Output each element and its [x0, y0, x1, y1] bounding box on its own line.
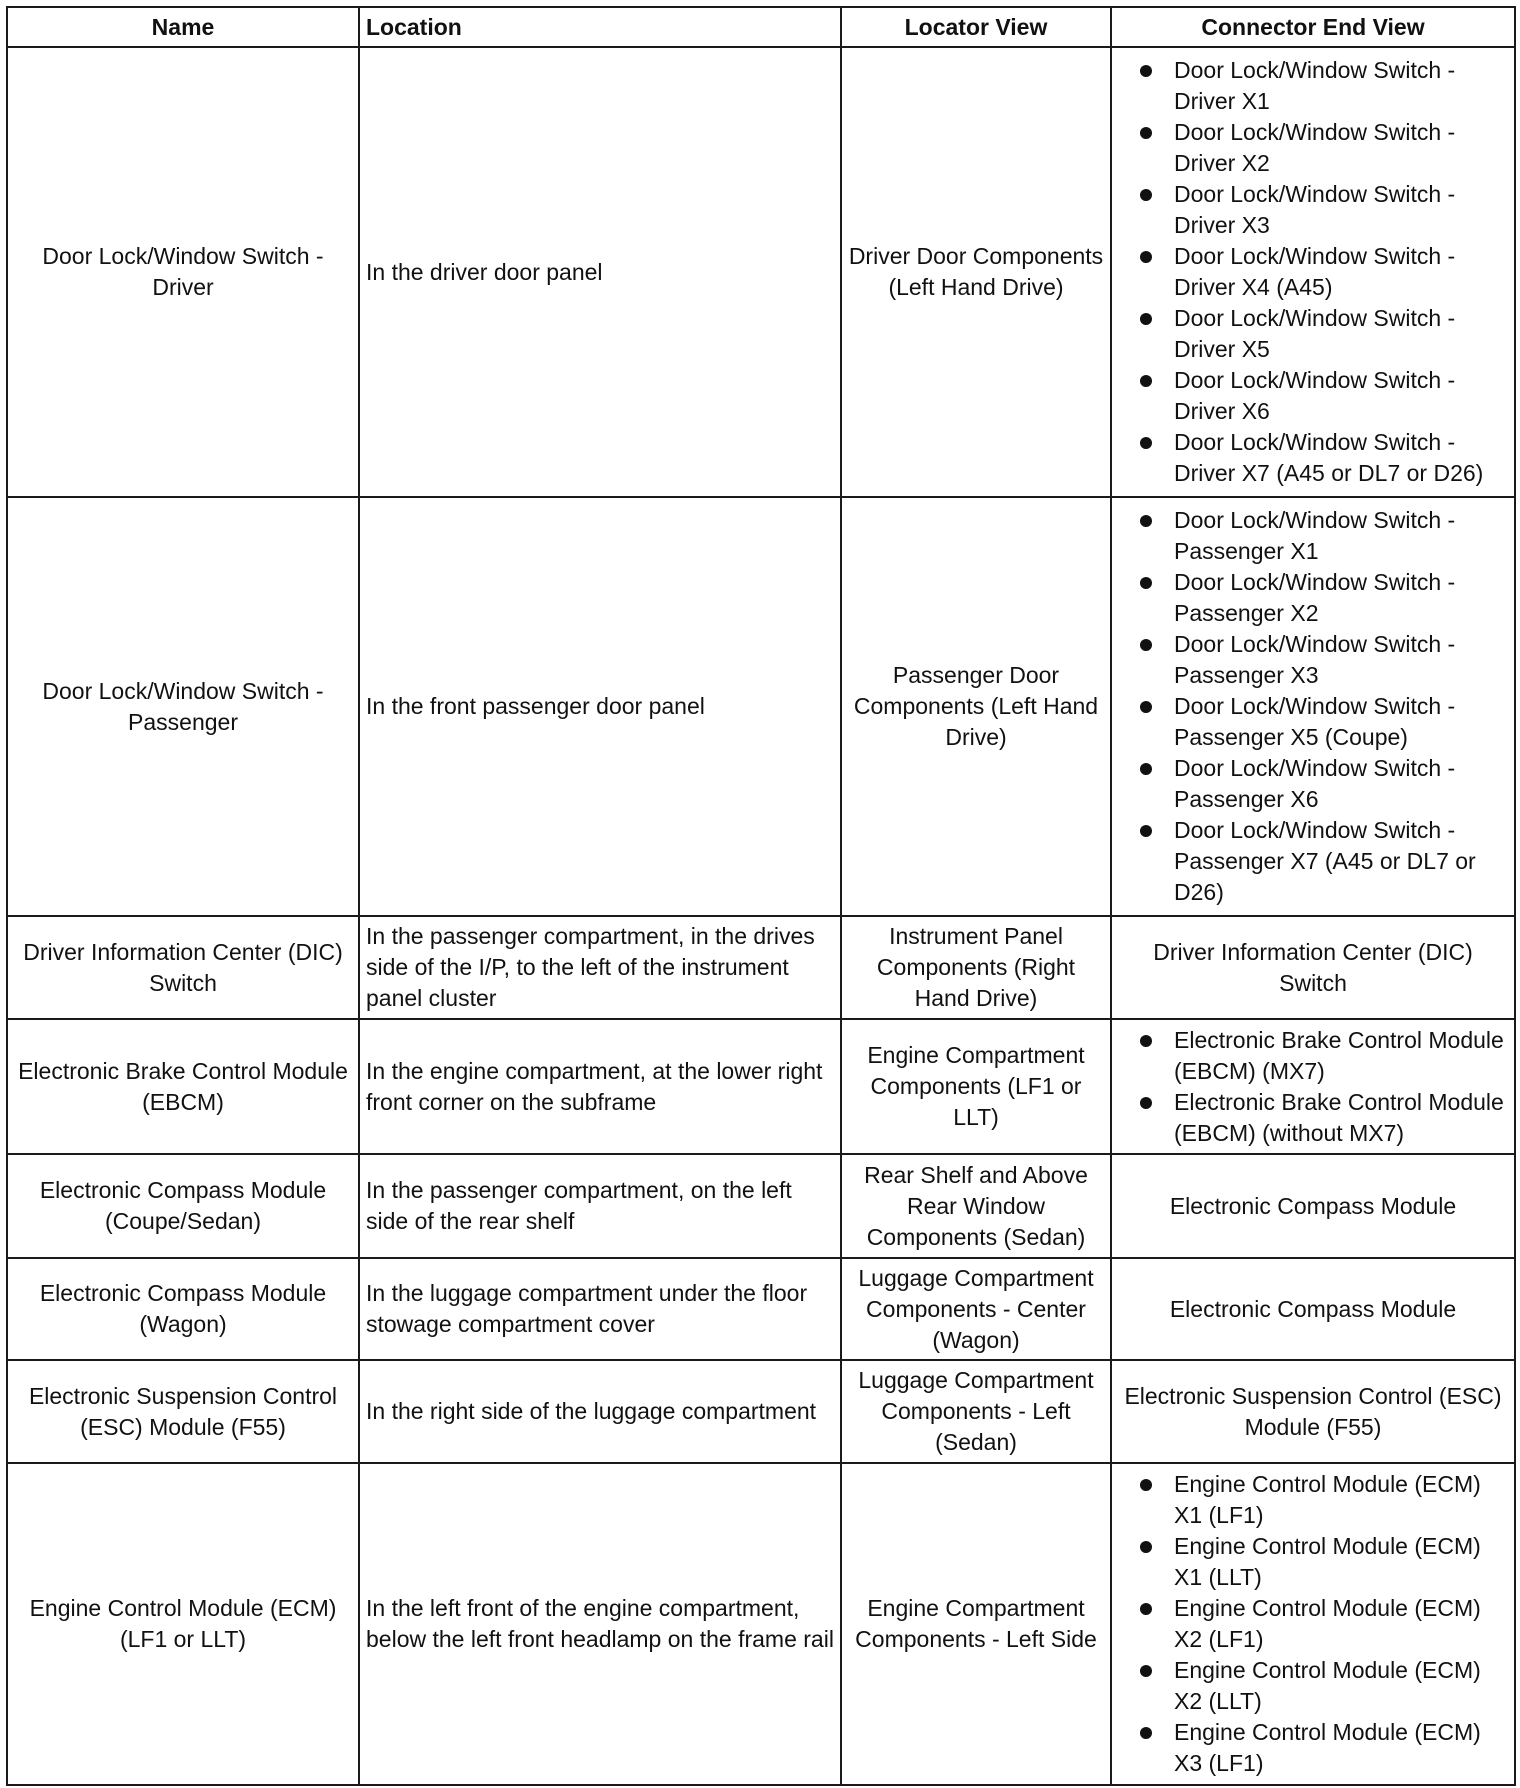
- connector-list-item: [1118, 691, 1508, 753]
- connector-list-item: [1118, 753, 1508, 815]
- cell-location: In the left front of the engine compartment, below the left front headlamp on the frame rail: [359, 1463, 841, 1785]
- bullet-icon: [1140, 251, 1152, 263]
- table-row: [7, 1360, 1515, 1463]
- connector-list-item: [1118, 629, 1508, 691]
- header-connector-end-view: Connector End View: [1111, 7, 1515, 47]
- connector-label: Door Lock/Window Switch - Passenger X5 (Coupe): [1174, 693, 1456, 750]
- cell-location: In the luggage compartment under the floor stowage compartment cover: [359, 1258, 841, 1360]
- connector-label: Electronic Brake Control Module (EBCM) (without MX7): [1174, 1088, 1504, 1146]
- table-row: [7, 1258, 1515, 1360]
- cell-connector-end-view: [1111, 1463, 1515, 1785]
- header-row: [7, 7, 1515, 47]
- cell-connector-end-view: [1111, 1019, 1515, 1154]
- table-row: [7, 916, 1515, 1019]
- cell-locator-view: Engine Compartment Components (LF1 or LLT): [841, 1019, 1111, 1154]
- connector-list: [1118, 55, 1508, 489]
- connector-label: Engine Control Module (ECM) X2 (LF1): [1174, 1595, 1481, 1652]
- connector-list-item: [1118, 365, 1508, 427]
- table-body: [7, 47, 1515, 1785]
- cell-locator-view: Engine Compartment Components - Left Side: [841, 1463, 1111, 1785]
- cell-locator-view: Passenger Door Components (Left Hand Drive): [841, 497, 1111, 916]
- connector-label: Door Lock/Window Switch - Driver X2: [1174, 119, 1456, 176]
- cell-connector-end-view: Electronic Suspension Control (ESC) Module (F55): [1111, 1360, 1515, 1463]
- cell-location: In the right side of the luggage compartment: [359, 1360, 841, 1463]
- connector-list-item: [1118, 567, 1508, 629]
- connector-label: Door Lock/Window Switch - Driver X6: [1174, 367, 1456, 424]
- table-row: [7, 497, 1515, 916]
- bullet-icon: [1140, 577, 1152, 589]
- cell-connector-end-view: [1111, 47, 1515, 497]
- cell-locator-view: Rear Shelf and Above Rear Window Components (Sedan): [841, 1154, 1111, 1258]
- cell-name: Electronic Suspension Control (ESC) Module (F55): [7, 1360, 359, 1463]
- connector-list-item: [1118, 55, 1508, 117]
- header-name: Name: [7, 7, 359, 47]
- connector-list-item: [1118, 1655, 1508, 1717]
- connector-list: [1118, 1469, 1508, 1779]
- bullet-icon: [1140, 437, 1152, 449]
- connector-label: Door Lock/Window Switch - Passenger X2: [1174, 569, 1456, 626]
- connector-list-item: [1118, 1025, 1508, 1087]
- bullet-icon: [1140, 1541, 1152, 1553]
- cell-connector-end-view: [1111, 497, 1515, 916]
- connector-list-item: [1118, 1717, 1508, 1779]
- cell-location: In the passenger compartment, in the drives side of the I/P, to the left of the instrument panel cluster: [359, 916, 841, 1019]
- bullet-icon: [1140, 515, 1152, 527]
- bullet-icon: [1140, 1727, 1152, 1739]
- cell-locator-view: Driver Door Components (Left Hand Drive): [841, 47, 1111, 497]
- connector-label: Engine Control Module (ECM) X3 (LF1): [1174, 1719, 1481, 1776]
- connector-list-item: [1118, 1469, 1508, 1531]
- table-row: [7, 1019, 1515, 1154]
- cell-location: In the driver door panel: [359, 47, 841, 497]
- table-row: [7, 1154, 1515, 1258]
- cell-name: Door Lock/Window Switch - Driver: [7, 47, 359, 497]
- cell-connector-end-view: Electronic Compass Module: [1111, 1258, 1515, 1360]
- cell-name: Driver Information Center (DIC) Switch: [7, 916, 359, 1019]
- connector-label: Door Lock/Window Switch - Passenger X1: [1174, 507, 1456, 564]
- connector-label: Door Lock/Window Switch - Passenger X6: [1174, 755, 1456, 812]
- connector-label: Door Lock/Window Switch - Passenger X3: [1174, 631, 1456, 688]
- cell-locator-view: Luggage Compartment Components - Left (Sedan): [841, 1360, 1111, 1463]
- bullet-icon: [1140, 127, 1152, 139]
- connector-list-item: [1118, 241, 1508, 303]
- header-locator-view: Locator View: [841, 7, 1111, 47]
- connector-list-item: [1118, 1593, 1508, 1655]
- connector-list-item: [1118, 179, 1508, 241]
- table-row: [7, 47, 1515, 497]
- connector-list-item: [1118, 303, 1508, 365]
- connector-label: Door Lock/Window Switch - Driver X5: [1174, 305, 1456, 362]
- connector-label: Door Lock/Window Switch - Driver X3: [1174, 181, 1456, 238]
- cell-location: In the engine compartment, at the lower right front corner on the subframe: [359, 1019, 841, 1154]
- bullet-icon: [1140, 639, 1152, 651]
- connector-list-item: [1118, 1531, 1508, 1593]
- connector-label: Engine Control Module (ECM) X2 (LLT): [1174, 1657, 1481, 1714]
- table-row: [7, 1463, 1515, 1785]
- cell-locator-view: Instrument Panel Components (Right Hand Drive): [841, 916, 1111, 1019]
- cell-connector-end-view: Electronic Compass Module: [1111, 1154, 1515, 1258]
- connector-label: Door Lock/Window Switch - Driver X4 (A45): [1174, 243, 1456, 300]
- cell-name: Engine Control Module (ECM) (LF1 or LLT): [7, 1463, 359, 1785]
- connector-label: Electronic Brake Control Module (EBCM) (MX7): [1174, 1026, 1504, 1084]
- bullet-icon: [1140, 1603, 1152, 1615]
- bullet-icon: [1140, 313, 1152, 325]
- cell-locator-view: Luggage Compartment Components - Center (Wagon): [841, 1258, 1111, 1360]
- bullet-icon: [1140, 65, 1152, 77]
- connector-label: Engine Control Module (ECM) X1 (LLT): [1174, 1533, 1481, 1590]
- component-locator-table: [6, 6, 1516, 1786]
- bullet-icon: [1140, 701, 1152, 713]
- bullet-icon: [1140, 1665, 1152, 1677]
- bullet-icon: [1140, 825, 1152, 837]
- connector-list-item: [1118, 815, 1508, 908]
- connector-label: Door Lock/Window Switch - Passenger X7 (A45 or DL7 or D26): [1174, 817, 1476, 905]
- connector-list-item: [1118, 505, 1508, 567]
- cell-name: Electronic Compass Module (Wagon): [7, 1258, 359, 1360]
- connector-list-item: [1118, 427, 1508, 489]
- cell-location: In the front passenger door panel: [359, 497, 841, 916]
- bullet-icon: [1140, 1035, 1152, 1047]
- bullet-icon: [1140, 1479, 1152, 1491]
- connector-label: Engine Control Module (ECM) X1 (LF1): [1174, 1471, 1481, 1528]
- bullet-icon: [1140, 1097, 1152, 1109]
- connector-list: [1118, 505, 1508, 908]
- cell-location: In the passenger compartment, on the left side of the rear shelf: [359, 1154, 841, 1258]
- connector-list-item: [1118, 1087, 1508, 1149]
- connector-label: Door Lock/Window Switch - Driver X1: [1174, 57, 1456, 114]
- cell-name: Electronic Compass Module (Coupe/Sedan): [7, 1154, 359, 1258]
- bullet-icon: [1140, 763, 1152, 775]
- bullet-icon: [1140, 189, 1152, 201]
- cell-connector-end-view: Driver Information Center (DIC) Switch: [1111, 916, 1515, 1019]
- connector-list: [1118, 1025, 1508, 1149]
- bullet-icon: [1140, 375, 1152, 387]
- connector-label: Door Lock/Window Switch - Driver X7 (A45 or DL7 or D26): [1174, 429, 1484, 486]
- header-location: Location: [359, 7, 841, 47]
- cell-name: Electronic Brake Control Module (EBCM): [7, 1019, 359, 1154]
- cell-name: Door Lock/Window Switch - Passenger: [7, 497, 359, 916]
- connector-list-item: [1118, 117, 1508, 179]
